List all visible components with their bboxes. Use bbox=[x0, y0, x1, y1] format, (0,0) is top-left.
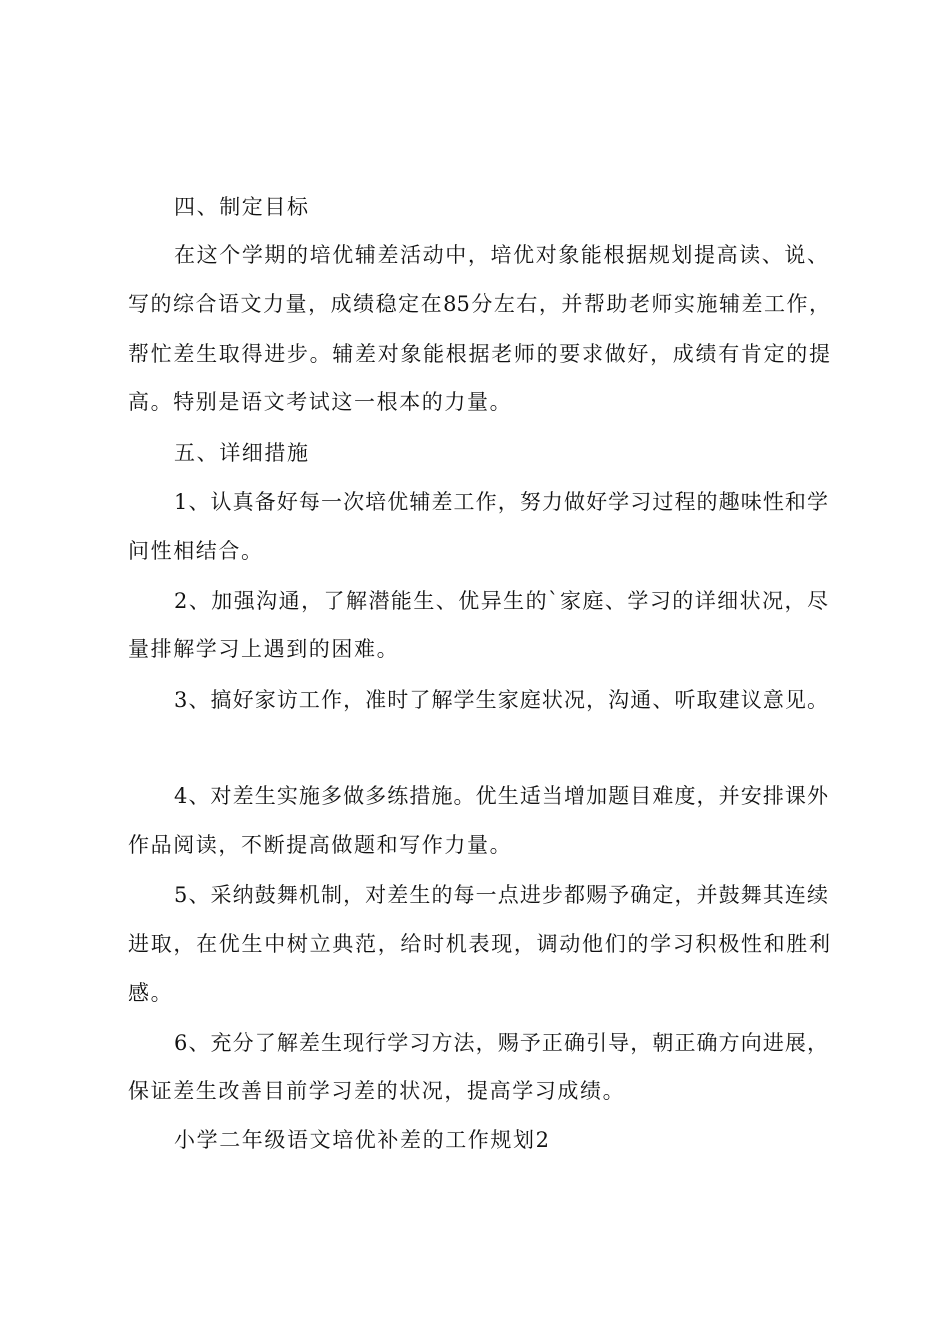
measure-1-line: 1、认真备好每一次培优辅差工作，努力做好学习过程的趣味性和学 bbox=[174, 490, 828, 514]
measure-1-line: 问性相结合。 bbox=[128, 539, 264, 563]
measure-5-line: 5、采纳鼓舞机制，对差生的每一点进步都赐予确定，并鼓舞其连续 bbox=[174, 883, 828, 907]
measure-4-line: 作品阅读，不断提高做题和写作力量。 bbox=[128, 833, 513, 857]
measure-2-line: 量排解学习上遇到的困难。 bbox=[128, 637, 400, 661]
measure-5-line: 进取，在优生中树立典范，给时机表现，调动他们的学习积极性和胜利 bbox=[128, 932, 830, 956]
paragraph-line: 写的综合语文力量，成绩稳定在85分左右，并帮助老师实施辅差工作， bbox=[128, 292, 830, 316]
measure-6-line: 保证差生改善目前学习差的状况，提高学习成绩。 bbox=[128, 1079, 626, 1103]
paragraph-line: 高。特别是语文考试这一根本的力量。 bbox=[128, 390, 513, 414]
paragraph-line: 帮忙差生取得进步。辅差对象能根据老师的要求做好，成绩有肯定的提 bbox=[128, 342, 830, 366]
paragraph-line: 在这个学期的培优辅差活动中，培优对象能根据规划提高读、说、 bbox=[174, 243, 828, 267]
measure-6-line: 6、充分了解差生现行学习方法，赐予正确引导，朝正确方向进展， bbox=[174, 1031, 828, 1055]
section-title-plan-2: 小学二年级语文培优补差的工作规划2 bbox=[174, 1128, 551, 1152]
heading-detailed-measures: 五、详细措施 bbox=[174, 441, 310, 465]
measure-5-line: 感。 bbox=[128, 981, 174, 1005]
heading-set-goals: 四、制定目标 bbox=[174, 195, 310, 219]
measure-3-line: 3、搞好家访工作，准时了解学生家庭状况，沟通、听取建议意见。 bbox=[174, 688, 828, 712]
measure-4-line: 4、对差生实施多做多练措施。优生适当增加题目难度，并安排课外 bbox=[174, 784, 828, 808]
measure-2-line: 2、加强沟通，了解潜能生、优异生的`家庭、学习的详细状况，尽 bbox=[174, 589, 828, 613]
